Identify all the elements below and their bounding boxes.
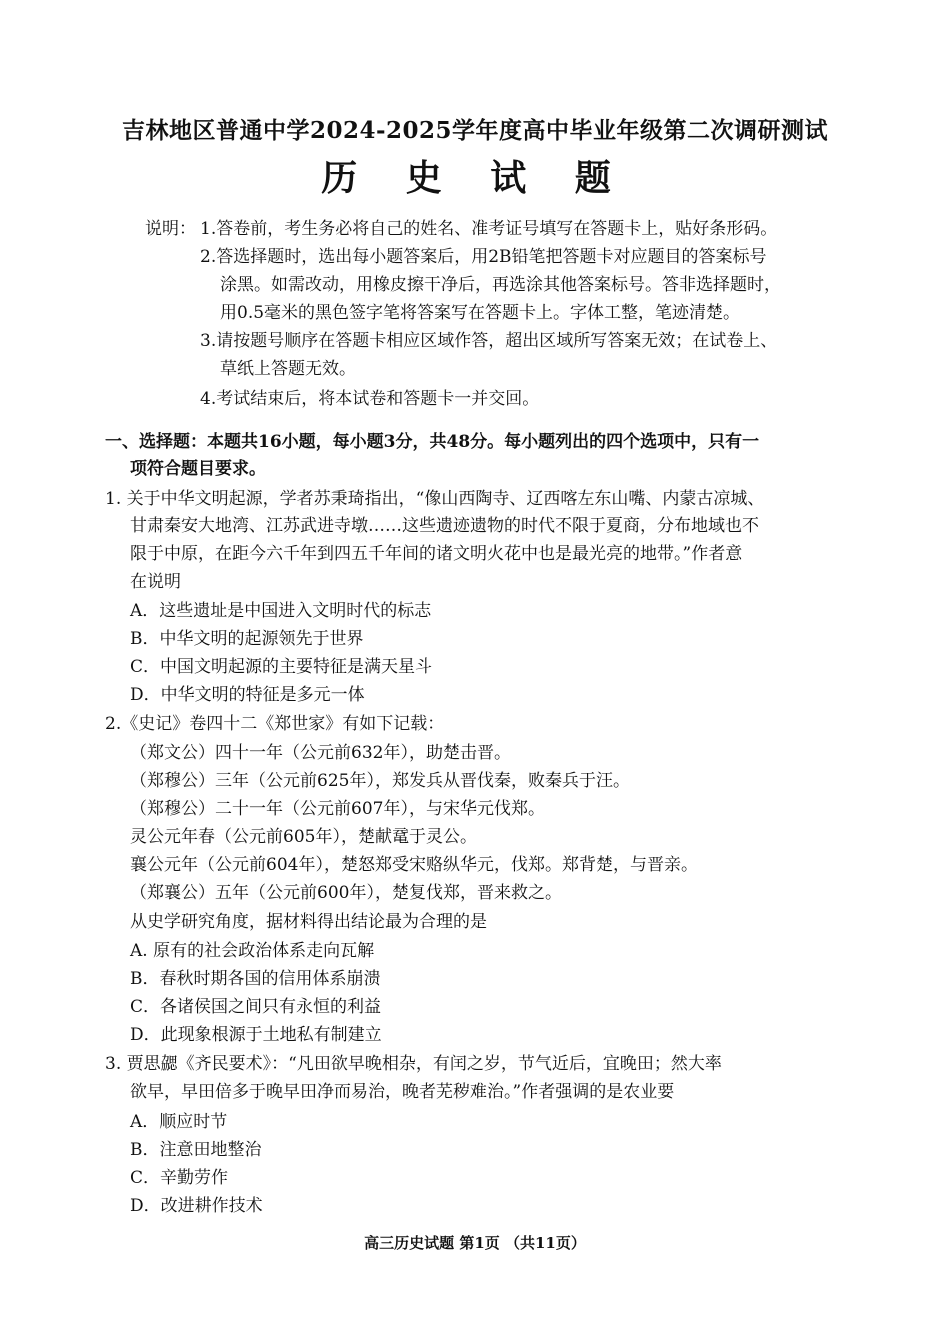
question-2-option-a: A. 原有的社会政治体系走向瓦解 <box>130 941 375 961</box>
question-1-option-c: C．中国文明起源的主要特征是满天星斗 <box>130 657 433 677</box>
question-1-stem: 在说明 <box>130 572 181 592</box>
question-3-option-d: D．改进耕作技术 <box>130 1196 263 1216</box>
question-2-quote: （郑襄公）五年（公元前600年），楚复伐郑，晋来救之。 <box>130 883 562 903</box>
question-2-option-c: C．各诸侯国之间只有永恒的利益 <box>130 997 382 1017</box>
question-2-quote: 灵公元年春（公元前605年），楚献鼋于灵公。 <box>130 827 477 847</box>
question-2-quote: （郑穆公）二十一年（公元前607年），与宋华元伐郑。 <box>130 799 545 819</box>
instruction-line: 4.考试结束后，将本试卷和答题卡一并交回。 <box>200 389 540 409</box>
instruction-line: 3.请按题号顺序在答题卡相应区域作答，超出区域所写答案无效；在试卷上、 <box>200 331 778 351</box>
question-2-prompt: 从史学研究角度，据材料得出结论最为合理的是 <box>130 912 487 932</box>
question-2-option-d: D．此现象根源于土地私有制建立 <box>130 1025 382 1045</box>
question-3-option-c: C．辛勤劳作 <box>130 1168 229 1188</box>
instruction-line: 涂黑。如需改动，用橡皮擦干净后，再选涂其他答案标号。答非选择题时， <box>220 275 781 295</box>
instruction-line: 1.答卷前，考生务必将自己的姓名、准考证号填写在答题卡上，贴好条形码。 <box>200 219 778 239</box>
question-3-option-b: B．注意田地整治 <box>130 1140 262 1160</box>
subject-title: 历 史 试 题 <box>321 157 629 199</box>
question-2-quote: （郑文公）四十一年（公元前632年），助楚击晋。 <box>130 743 511 763</box>
question-1-option-d: D．中华文明的特征是多元一体 <box>130 685 365 705</box>
question-1-stem: 甘肃秦安大地湾、江苏武进寺墩……这些遗迹遗物的时代不限于夏商，分布地域也不 <box>130 516 759 536</box>
question-3-stem: 欲早，早田倍多于晚早田净而易治，晚者芜秽难治。”作者强调的是农业要 <box>130 1082 675 1102</box>
question-2-stem: 2.《史记》卷四十二《郑世家》有如下记载： <box>105 714 445 734</box>
instructions-label: 说明： <box>145 219 196 239</box>
question-1-option-b: B．中华文明的起源领先于世界 <box>130 629 364 649</box>
question-2-option-b: B．春秋时期各国的信用体系崩溃 <box>130 969 381 989</box>
question-3-option-a: A．顺应时节 <box>130 1112 228 1132</box>
question-1-option-a: A．这些遗址是中国进入文明时代的标志 <box>130 601 432 621</box>
question-1-stem: 1. 关于中华文明起源，学者苏秉琦指出，“像山西陶寺、辽西喀左东山嘴、内蒙古凉城、 <box>105 489 765 509</box>
instruction-line: 用0.5毫米的黑色签字笔将答案写在答题卡上。字体工整，笔迹清楚。 <box>220 303 741 323</box>
question-1-stem: 限于中原，在距今六千年到四五千年间的诸文明火花中也是最光亮的地带。”作者意 <box>130 544 743 564</box>
page-footer: 高三历史试题 第1页 （共11页） <box>364 1234 586 1252</box>
section-heading: 一、选择题：本题共16小题，每小题3分，共48分。每小题列出的四个选项中，只有一 <box>105 432 760 452</box>
exam-title: 吉林地区普通中学2024-2025学年度高中毕业年级第二次调研测试 <box>121 117 829 144</box>
question-2-quote: 襄公元年（公元前604年），楚怒郑受宋赂纵华元，伐郑。郑背楚，与晋亲。 <box>130 855 698 875</box>
instruction-line: 2.答选择题时，选出每小题答案后，用2B铅笔把答题卡对应题目的答案标号 <box>200 247 767 267</box>
section-heading-cont: 项符合题目要求。 <box>130 459 266 479</box>
question-2-quote: （郑穆公）三年（公元前625年），郑发兵从晋伐秦，败秦兵于汪。 <box>130 771 630 791</box>
instruction-line: 草纸上答题无效。 <box>220 359 356 379</box>
question-3-stem: 3. 贾思勰《齐民要术》：“凡田欲早晚相杂，有闰之岁，节气近后，宜晚田；然大率 <box>105 1054 722 1074</box>
